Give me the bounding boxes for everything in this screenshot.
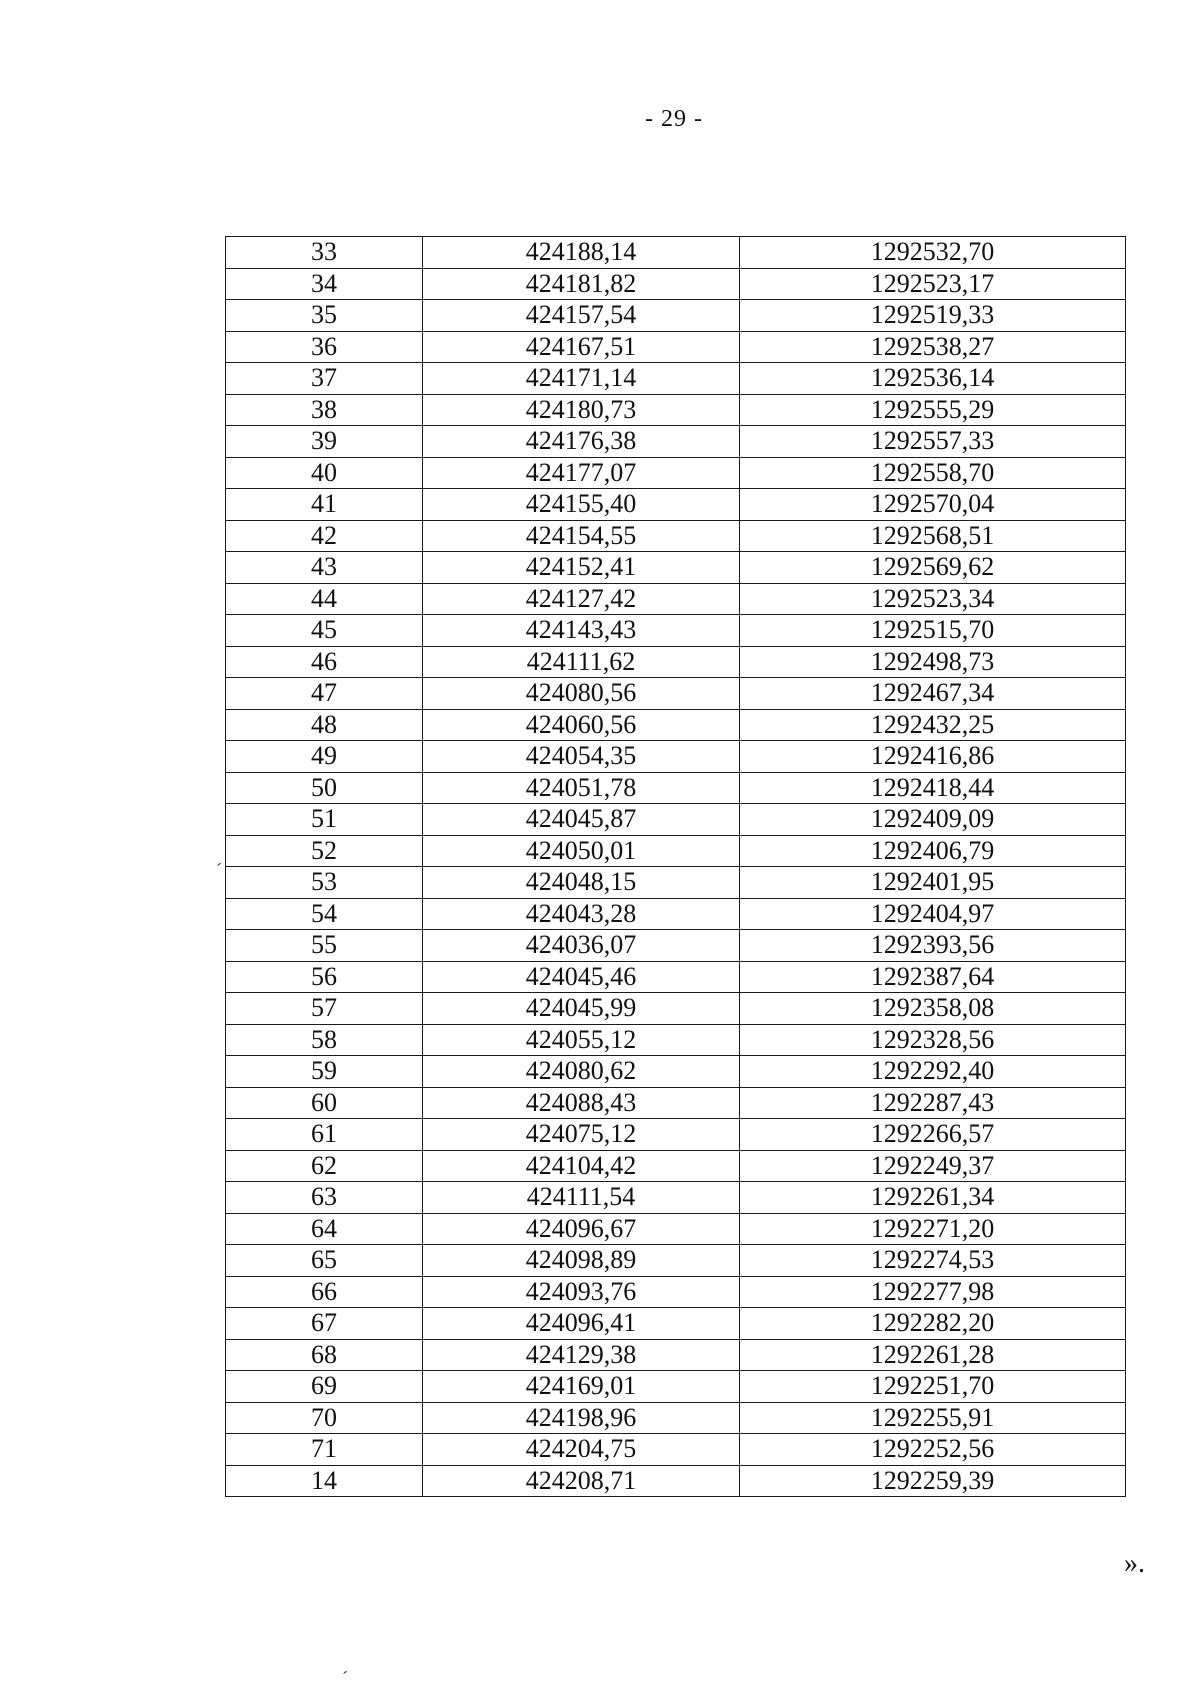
point-number-cell: 57 (226, 993, 423, 1025)
x-coordinate-cell: 424054,35 (423, 741, 740, 773)
table-row (226, 363, 1126, 395)
x-coordinate-cell: 424154,55 (423, 520, 740, 552)
closing-quote-mark: ». (1124, 1548, 1145, 1579)
point-number-cell: 40 (226, 457, 423, 489)
y-coordinate-cell: 1292404,97 (740, 898, 1126, 930)
point-number-cell: 66 (226, 1276, 423, 1308)
x-coordinate-cell: 424111,54 (423, 1182, 740, 1214)
stray-pen-mark: ´ (342, 1668, 348, 1688)
y-coordinate-cell: 1292252,56 (740, 1434, 1126, 1466)
table-row (226, 1024, 1126, 1056)
y-coordinate-cell: 1292401,95 (740, 867, 1126, 899)
y-coordinate-cell: 1292249,37 (740, 1150, 1126, 1182)
x-coordinate-cell: 424143,43 (423, 615, 740, 647)
table-row (226, 520, 1126, 552)
table-row (226, 457, 1126, 489)
point-number-cell: 38 (226, 394, 423, 426)
y-coordinate-cell: 1292467,34 (740, 678, 1126, 710)
table-row (226, 489, 1126, 521)
point-number-cell: 69 (226, 1371, 423, 1403)
point-number-cell: 41 (226, 489, 423, 521)
point-number-cell: 35 (226, 300, 423, 332)
table-row (226, 772, 1126, 804)
table-row (226, 804, 1126, 836)
point-number-cell: 60 (226, 1087, 423, 1119)
y-coordinate-cell: 1292519,33 (740, 300, 1126, 332)
point-number-cell: 56 (226, 961, 423, 993)
y-coordinate-cell: 1292251,70 (740, 1371, 1126, 1403)
y-coordinate-cell: 1292570,04 (740, 489, 1126, 521)
y-coordinate-cell: 1292271,20 (740, 1213, 1126, 1245)
point-number-cell: 64 (226, 1213, 423, 1245)
point-number-cell: 46 (226, 646, 423, 678)
table-row (226, 835, 1126, 867)
table-row (226, 1245, 1126, 1277)
x-coordinate-cell: 424104,42 (423, 1150, 740, 1182)
point-number-cell: 61 (226, 1119, 423, 1151)
x-coordinate-cell: 424111,62 (423, 646, 740, 678)
point-number-cell: 39 (226, 426, 423, 458)
table-row (226, 993, 1126, 1025)
point-number-cell: 14 (226, 1465, 423, 1497)
x-coordinate-cell: 424051,78 (423, 772, 740, 804)
page-number: - 29 - (645, 106, 703, 132)
point-number-cell: 62 (226, 1150, 423, 1182)
x-coordinate-cell: 424157,54 (423, 300, 740, 332)
x-coordinate-cell: 424096,41 (423, 1308, 740, 1340)
table-row (226, 1150, 1126, 1182)
point-number-cell: 50 (226, 772, 423, 804)
y-coordinate-cell: 1292259,39 (740, 1465, 1126, 1497)
point-number-cell: 53 (226, 867, 423, 899)
x-coordinate-cell: 424036,07 (423, 930, 740, 962)
x-coordinate-cell: 424198,96 (423, 1402, 740, 1434)
table-row (226, 678, 1126, 710)
y-coordinate-cell: 1292532,70 (740, 237, 1126, 269)
table-row (226, 552, 1126, 584)
table-row (226, 1339, 1126, 1371)
table-row (226, 331, 1126, 363)
point-number-cell: 65 (226, 1245, 423, 1277)
y-coordinate-cell: 1292261,34 (740, 1182, 1126, 1214)
x-coordinate-cell: 424167,51 (423, 331, 740, 363)
table-row (226, 615, 1126, 647)
x-coordinate-cell: 424152,41 (423, 552, 740, 584)
x-coordinate-cell: 424043,28 (423, 898, 740, 930)
table-row (226, 709, 1126, 741)
y-coordinate-cell: 1292358,08 (740, 993, 1126, 1025)
y-coordinate-cell: 1292523,17 (740, 268, 1126, 300)
point-number-cell: 71 (226, 1434, 423, 1466)
point-number-cell: 47 (226, 678, 423, 710)
x-coordinate-cell: 424177,07 (423, 457, 740, 489)
x-coordinate-cell: 424169,01 (423, 1371, 740, 1403)
x-coordinate-cell: 424045,99 (423, 993, 740, 1025)
x-coordinate-cell: 424080,56 (423, 678, 740, 710)
y-coordinate-cell: 1292287,43 (740, 1087, 1126, 1119)
point-number-cell: 67 (226, 1308, 423, 1340)
x-coordinate-cell: 424096,67 (423, 1213, 740, 1245)
x-coordinate-cell: 424045,46 (423, 961, 740, 993)
coordinates-table (225, 236, 1126, 1497)
y-coordinate-cell: 1292274,53 (740, 1245, 1126, 1277)
y-coordinate-cell: 1292277,98 (740, 1276, 1126, 1308)
table-row (226, 1308, 1126, 1340)
y-coordinate-cell: 1292538,27 (740, 331, 1126, 363)
table-row (226, 898, 1126, 930)
y-coordinate-cell: 1292261,28 (740, 1339, 1126, 1371)
table-row (226, 1119, 1126, 1151)
table-row (226, 1402, 1126, 1434)
x-coordinate-cell: 424048,15 (423, 867, 740, 899)
x-coordinate-cell: 424060,56 (423, 709, 740, 741)
y-coordinate-cell: 1292557,33 (740, 426, 1126, 458)
point-number-cell: 44 (226, 583, 423, 615)
y-coordinate-cell: 1292292,40 (740, 1056, 1126, 1088)
y-coordinate-cell: 1292555,29 (740, 394, 1126, 426)
x-coordinate-cell: 424098,89 (423, 1245, 740, 1277)
point-number-cell: 36 (226, 331, 423, 363)
table-row (226, 237, 1126, 269)
x-coordinate-cell: 424204,75 (423, 1434, 740, 1466)
point-number-cell: 51 (226, 804, 423, 836)
y-coordinate-cell: 1292418,44 (740, 772, 1126, 804)
x-coordinate-cell: 424208,71 (423, 1465, 740, 1497)
y-coordinate-cell: 1292393,56 (740, 930, 1126, 962)
point-number-cell: 59 (226, 1056, 423, 1088)
x-coordinate-cell: 424155,40 (423, 489, 740, 521)
x-coordinate-cell: 424088,43 (423, 1087, 740, 1119)
table-row (226, 1182, 1126, 1214)
x-coordinate-cell: 424075,12 (423, 1119, 740, 1151)
table-row (226, 1087, 1126, 1119)
y-coordinate-cell: 1292515,70 (740, 615, 1126, 647)
y-coordinate-cell: 1292558,70 (740, 457, 1126, 489)
x-coordinate-cell: 424045,87 (423, 804, 740, 836)
point-number-cell: 52 (226, 835, 423, 867)
y-coordinate-cell: 1292282,20 (740, 1308, 1126, 1340)
point-number-cell: 49 (226, 741, 423, 773)
point-number-cell: 70 (226, 1402, 423, 1434)
point-number-cell: 34 (226, 268, 423, 300)
table-row (226, 1276, 1126, 1308)
x-coordinate-cell: 424180,73 (423, 394, 740, 426)
point-number-cell: 43 (226, 552, 423, 584)
x-coordinate-cell: 424176,38 (423, 426, 740, 458)
x-coordinate-cell: 424188,14 (423, 237, 740, 269)
table-row (226, 867, 1126, 899)
y-coordinate-cell: 1292432,25 (740, 709, 1126, 741)
y-coordinate-cell: 1292406,79 (740, 835, 1126, 867)
y-coordinate-cell: 1292498,73 (740, 646, 1126, 678)
table-row (226, 268, 1126, 300)
point-number-cell: 63 (226, 1182, 423, 1214)
x-coordinate-cell: 424080,62 (423, 1056, 740, 1088)
y-coordinate-cell: 1292266,57 (740, 1119, 1126, 1151)
point-number-cell: 68 (226, 1339, 423, 1371)
table-row (226, 1213, 1126, 1245)
y-coordinate-cell: 1292569,62 (740, 552, 1126, 584)
y-coordinate-cell: 1292416,86 (740, 741, 1126, 773)
x-coordinate-cell: 424093,76 (423, 1276, 740, 1308)
x-coordinate-cell: 424181,82 (423, 268, 740, 300)
y-coordinate-cell: 1292409,09 (740, 804, 1126, 836)
y-coordinate-cell: 1292387,64 (740, 961, 1126, 993)
x-coordinate-cell: 424055,12 (423, 1024, 740, 1056)
coordinates-table-body (226, 237, 1126, 1497)
table-row (226, 300, 1126, 332)
table-row (226, 741, 1126, 773)
y-coordinate-cell: 1292523,34 (740, 583, 1126, 615)
x-coordinate-cell: 424050,01 (423, 835, 740, 867)
point-number-cell: 48 (226, 709, 423, 741)
table-row (226, 1056, 1126, 1088)
x-coordinate-cell: 424129,38 (423, 1339, 740, 1371)
table-row (226, 646, 1126, 678)
stray-pen-mark: ´ (216, 860, 222, 880)
point-number-cell: 55 (226, 930, 423, 962)
point-number-cell: 33 (226, 237, 423, 269)
point-number-cell: 54 (226, 898, 423, 930)
y-coordinate-cell: 1292255,91 (740, 1402, 1126, 1434)
point-number-cell: 58 (226, 1024, 423, 1056)
table-row (226, 426, 1126, 458)
point-number-cell: 42 (226, 520, 423, 552)
x-coordinate-cell: 424127,42 (423, 583, 740, 615)
table-row (226, 961, 1126, 993)
table-row (226, 394, 1126, 426)
point-number-cell: 45 (226, 615, 423, 647)
y-coordinate-cell: 1292568,51 (740, 520, 1126, 552)
table-row (226, 1371, 1126, 1403)
table-row (226, 930, 1126, 962)
table-row (226, 1465, 1126, 1497)
y-coordinate-cell: 1292536,14 (740, 363, 1126, 395)
point-number-cell: 37 (226, 363, 423, 395)
table-row (226, 1434, 1126, 1466)
table-row (226, 583, 1126, 615)
x-coordinate-cell: 424171,14 (423, 363, 740, 395)
y-coordinate-cell: 1292328,56 (740, 1024, 1126, 1056)
